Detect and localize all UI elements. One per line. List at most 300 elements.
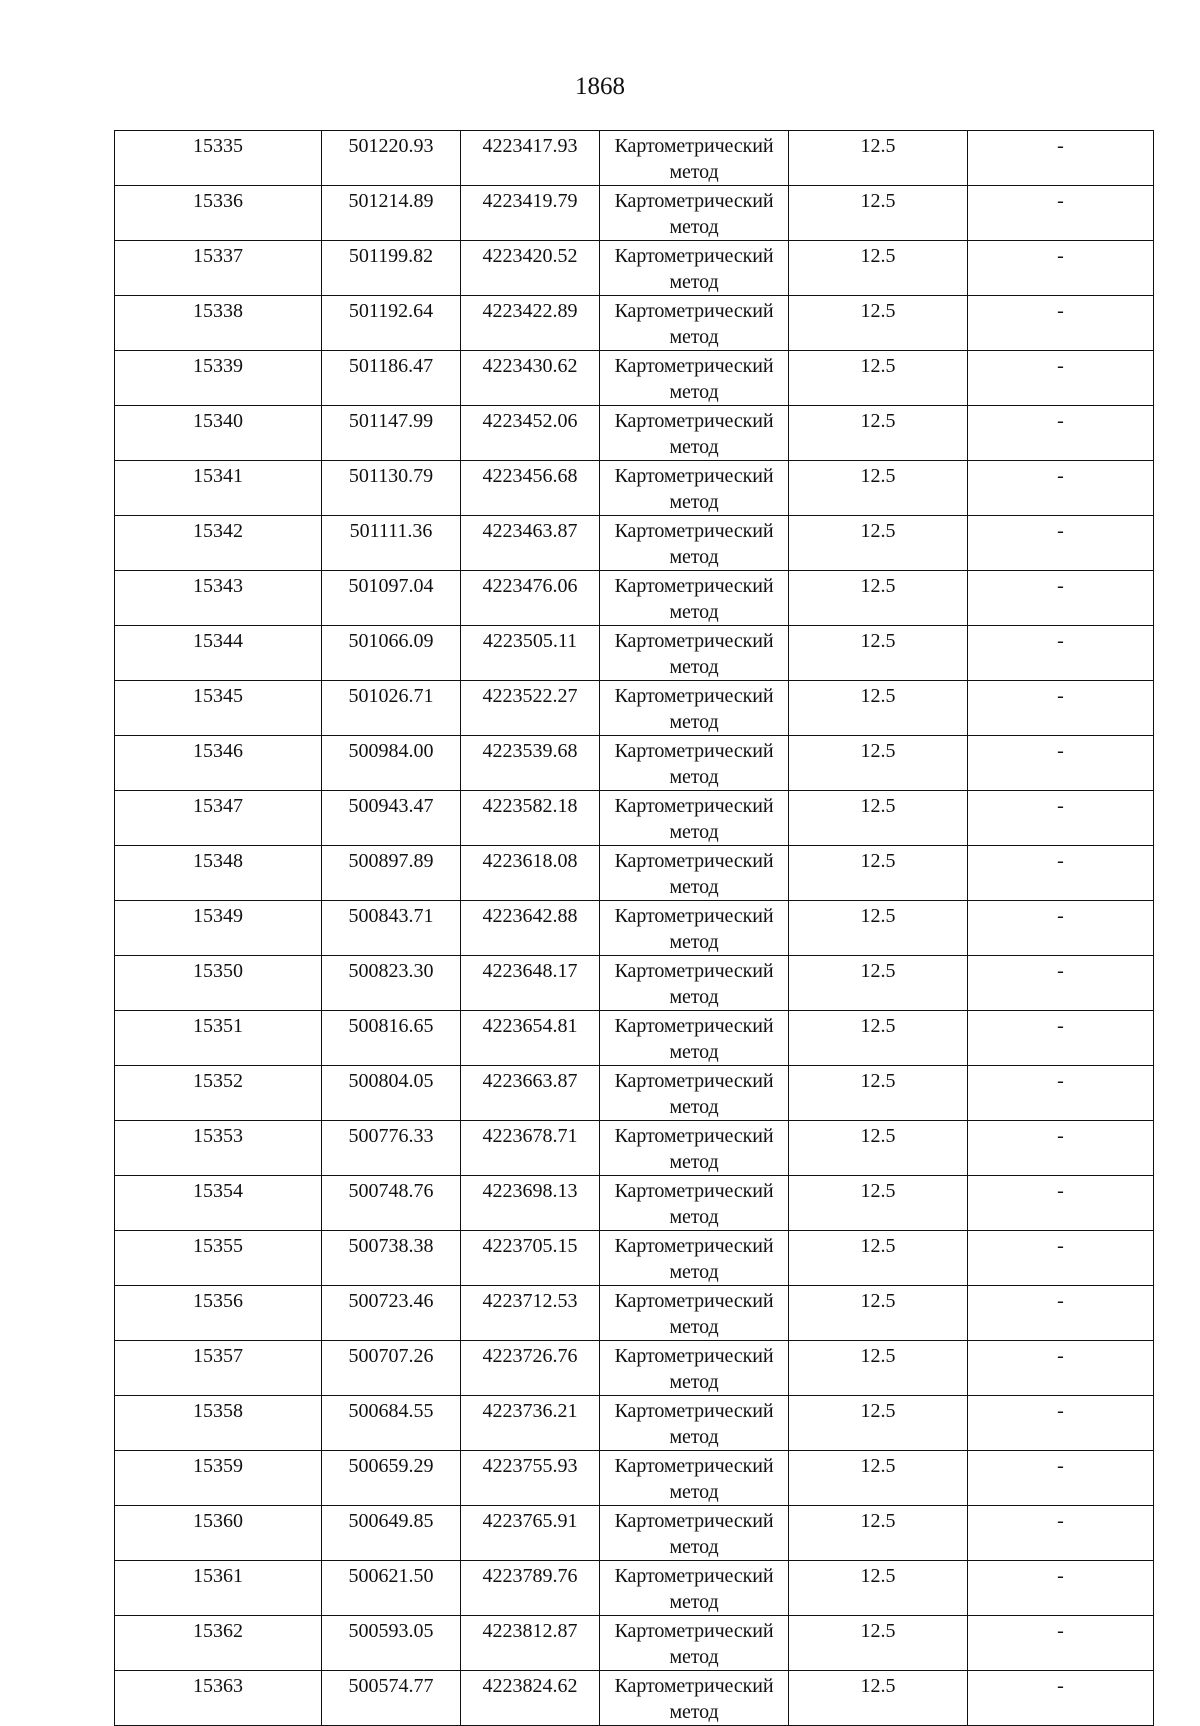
method-cell	[600, 1011, 789, 1066]
x-coordinate-cell	[322, 1011, 461, 1066]
x-coordinate-cell-value: 500897.89	[348, 850, 434, 872]
accuracy-cell-value: 12.5	[860, 905, 896, 927]
note-cell	[968, 1396, 1154, 1451]
accuracy-cell-value: 12.5	[860, 1675, 896, 1697]
note-cell	[968, 1121, 1154, 1176]
table-row	[115, 516, 1154, 571]
x-coordinate-cell	[322, 571, 461, 626]
note-cell-value: -	[1057, 1070, 1064, 1092]
y-coordinate-cell	[461, 186, 600, 241]
y-coordinate-cell-value: 4223789.76	[482, 1565, 578, 1587]
accuracy-cell	[789, 1671, 968, 1726]
method-cell-value: Картометрический метод	[614, 355, 774, 403]
point-id-cell-value: 15352	[193, 1070, 243, 1092]
x-coordinate-cell	[322, 406, 461, 461]
accuracy-cell	[789, 736, 968, 791]
y-coordinate-cell-value: 4223456.68	[482, 465, 578, 487]
method-cell-value: Картометрический метод	[614, 850, 774, 898]
y-coordinate-cell	[461, 1121, 600, 1176]
point-id-cell-value: 15348	[193, 850, 243, 872]
y-coordinate-cell-value: 4223726.76	[482, 1345, 578, 1367]
accuracy-cell-value: 12.5	[860, 685, 896, 707]
accuracy-cell	[789, 351, 968, 406]
x-coordinate-cell	[322, 1671, 461, 1726]
method-cell-value: Картометрический метод	[614, 1510, 774, 1558]
accuracy-cell	[789, 296, 968, 351]
point-id-cell	[115, 131, 322, 186]
point-id-cell	[115, 1561, 322, 1616]
x-coordinate-cell	[322, 1506, 461, 1561]
x-coordinate-cell-value: 501066.09	[348, 630, 434, 652]
y-coordinate-cell-value: 4223736.21	[482, 1400, 578, 1422]
x-coordinate-cell-value: 500816.65	[348, 1015, 434, 1037]
note-cell	[968, 1671, 1154, 1726]
note-cell	[968, 516, 1154, 571]
note-cell-value: -	[1057, 190, 1064, 212]
y-coordinate-cell	[461, 131, 600, 186]
note-cell-value: -	[1057, 465, 1064, 487]
method-cell-value: Картометрический метод	[614, 135, 774, 183]
point-id-cell	[115, 1396, 322, 1451]
method-cell-value: Картометрический метод	[614, 1675, 774, 1723]
y-coordinate-cell	[461, 1506, 600, 1561]
point-id-cell-value: 15338	[193, 300, 243, 322]
method-cell	[600, 1671, 789, 1726]
point-id-cell	[115, 626, 322, 681]
point-id-cell-value: 15350	[193, 960, 243, 982]
point-id-cell	[115, 791, 322, 846]
x-coordinate-cell	[322, 131, 461, 186]
method-cell	[600, 1121, 789, 1176]
table-row	[115, 1506, 1154, 1561]
table-row	[115, 1286, 1154, 1341]
note-cell-value: -	[1057, 1180, 1064, 1202]
method-cell	[600, 1341, 789, 1396]
x-coordinate-cell-value: 501111.36	[349, 520, 433, 542]
accuracy-cell-value: 12.5	[860, 465, 896, 487]
y-coordinate-cell-value: 4223476.06	[482, 575, 578, 597]
method-cell-value: Картометрический метод	[614, 1565, 774, 1613]
note-cell	[968, 791, 1154, 846]
y-coordinate-cell	[461, 626, 600, 681]
accuracy-cell	[789, 901, 968, 956]
method-cell	[600, 131, 789, 186]
point-id-cell	[115, 1451, 322, 1506]
table-row	[115, 1121, 1154, 1176]
accuracy-cell	[789, 241, 968, 296]
point-id-cell-value: 15342	[193, 520, 243, 542]
note-cell	[968, 1231, 1154, 1286]
x-coordinate-cell-value: 501214.89	[348, 190, 434, 212]
x-coordinate-cell-value: 500574.77	[348, 1675, 434, 1697]
table-row	[115, 1671, 1154, 1726]
x-coordinate-cell-value: 500943.47	[348, 795, 434, 817]
table-row	[115, 296, 1154, 351]
method-cell	[600, 791, 789, 846]
x-coordinate-cell	[322, 1561, 461, 1616]
y-coordinate-cell-value: 4223452.06	[482, 410, 578, 432]
accuracy-cell-value: 12.5	[860, 1180, 896, 1202]
point-id-cell-value: 15337	[193, 245, 243, 267]
table-row	[115, 791, 1154, 846]
note-cell-value: -	[1057, 245, 1064, 267]
method-cell-value: Картометрический метод	[614, 1180, 774, 1228]
table-row	[115, 571, 1154, 626]
point-id-cell-value: 15346	[193, 740, 243, 762]
note-cell-value: -	[1057, 135, 1064, 157]
x-coordinate-cell	[322, 351, 461, 406]
accuracy-cell-value: 12.5	[860, 740, 896, 762]
note-cell-value: -	[1057, 685, 1064, 707]
y-coordinate-cell-value: 4223463.87	[482, 520, 578, 542]
table-row	[115, 901, 1154, 956]
point-id-cell	[115, 1616, 322, 1671]
table-row	[115, 406, 1154, 461]
accuracy-cell	[789, 1011, 968, 1066]
y-coordinate-cell-value: 4223539.68	[482, 740, 578, 762]
accuracy-cell-value: 12.5	[860, 1015, 896, 1037]
x-coordinate-cell-value: 500707.26	[348, 1345, 434, 1367]
y-coordinate-cell	[461, 1616, 600, 1671]
x-coordinate-cell	[322, 901, 461, 956]
point-id-cell	[115, 406, 322, 461]
x-coordinate-cell-value: 500804.05	[348, 1070, 434, 1092]
note-cell	[968, 1176, 1154, 1231]
y-coordinate-cell-value: 4223812.87	[482, 1620, 578, 1642]
table-row	[115, 1561, 1154, 1616]
accuracy-cell-value: 12.5	[860, 1125, 896, 1147]
x-coordinate-cell-value: 500649.85	[348, 1510, 434, 1532]
method-cell-value: Картометрический метод	[614, 1235, 774, 1283]
x-coordinate-cell-value: 500984.00	[348, 740, 434, 762]
point-id-cell-value: 15344	[193, 630, 243, 652]
note-cell-value: -	[1057, 1235, 1064, 1257]
y-coordinate-cell-value: 4223824.62	[482, 1675, 578, 1697]
y-coordinate-cell	[461, 791, 600, 846]
x-coordinate-cell	[322, 516, 461, 571]
accuracy-cell	[789, 406, 968, 461]
note-cell-value: -	[1057, 520, 1064, 542]
x-coordinate-cell-value: 500723.46	[348, 1290, 434, 1312]
point-id-cell	[115, 1506, 322, 1561]
note-cell	[968, 846, 1154, 901]
y-coordinate-cell	[461, 571, 600, 626]
y-coordinate-cell	[461, 1231, 600, 1286]
y-coordinate-cell-value: 4223648.17	[482, 960, 578, 982]
note-cell	[968, 681, 1154, 736]
y-coordinate-cell-value: 4223698.13	[482, 1180, 578, 1202]
point-id-cell-value: 15353	[193, 1125, 243, 1147]
method-cell	[600, 1616, 789, 1671]
accuracy-cell-value: 12.5	[860, 135, 896, 157]
note-cell-value: -	[1057, 795, 1064, 817]
method-cell	[600, 626, 789, 681]
accuracy-cell	[789, 571, 968, 626]
accuracy-cell-value: 12.5	[860, 850, 896, 872]
method-cell	[600, 1506, 789, 1561]
method-cell	[600, 186, 789, 241]
y-coordinate-cell-value: 4223642.88	[482, 905, 578, 927]
accuracy-cell-value: 12.5	[860, 355, 896, 377]
note-cell-value: -	[1057, 1510, 1064, 1532]
table-row	[115, 461, 1154, 516]
x-coordinate-cell	[322, 1286, 461, 1341]
x-coordinate-cell	[322, 296, 461, 351]
method-cell-value: Картометрический метод	[614, 685, 774, 733]
y-coordinate-cell	[461, 1286, 600, 1341]
method-cell	[600, 1066, 789, 1121]
point-id-cell-value: 15336	[193, 190, 243, 212]
point-id-cell-value: 15354	[193, 1180, 243, 1202]
note-cell	[968, 1011, 1154, 1066]
method-cell-value: Картометрический метод	[614, 190, 774, 238]
note-cell	[968, 351, 1154, 406]
x-coordinate-cell-value: 500621.50	[348, 1565, 434, 1587]
note-cell	[968, 901, 1154, 956]
point-id-cell-value: 15347	[193, 795, 243, 817]
table-row	[115, 681, 1154, 736]
accuracy-cell	[789, 1341, 968, 1396]
method-cell-value: Картометрический метод	[614, 1345, 774, 1393]
y-coordinate-cell-value: 4223618.08	[482, 850, 578, 872]
method-cell-value: Картометрический метод	[614, 1455, 774, 1503]
accuracy-cell-value: 12.5	[860, 630, 896, 652]
accuracy-cell-value: 12.5	[860, 1235, 896, 1257]
point-id-cell-value: 15355	[193, 1235, 243, 1257]
table-row	[115, 846, 1154, 901]
y-coordinate-cell-value: 4223654.81	[482, 1015, 578, 1037]
point-id-cell-value: 15343	[193, 575, 243, 597]
accuracy-cell	[789, 516, 968, 571]
point-id-cell-value: 15335	[193, 135, 243, 157]
note-cell	[968, 1616, 1154, 1671]
accuracy-cell	[789, 186, 968, 241]
table-row	[115, 626, 1154, 681]
table-row	[115, 186, 1154, 241]
x-coordinate-cell-value: 501147.99	[348, 410, 434, 432]
point-id-cell	[115, 736, 322, 791]
point-id-cell	[115, 1066, 322, 1121]
method-cell-value: Картометрический метод	[614, 1125, 774, 1173]
table-row	[115, 1231, 1154, 1286]
y-coordinate-cell-value: 4223417.93	[482, 135, 578, 157]
table-row	[115, 1451, 1154, 1506]
method-cell	[600, 1396, 789, 1451]
method-cell	[600, 406, 789, 461]
y-coordinate-cell	[461, 1066, 600, 1121]
y-coordinate-cell	[461, 516, 600, 571]
y-coordinate-cell	[461, 736, 600, 791]
x-coordinate-cell-value: 500684.55	[348, 1400, 434, 1422]
method-cell	[600, 736, 789, 791]
note-cell-value: -	[1057, 575, 1064, 597]
x-coordinate-cell	[322, 186, 461, 241]
accuracy-cell	[789, 1616, 968, 1671]
method-cell	[600, 846, 789, 901]
point-id-cell	[115, 241, 322, 296]
point-id-cell-value: 15362	[193, 1620, 243, 1642]
x-coordinate-cell-value: 500843.71	[348, 905, 434, 927]
accuracy-cell	[789, 1506, 968, 1561]
note-cell	[968, 571, 1154, 626]
method-cell-value: Картометрический метод	[614, 1290, 774, 1338]
note-cell	[968, 1451, 1154, 1506]
method-cell	[600, 351, 789, 406]
method-cell	[600, 901, 789, 956]
point-id-cell-value: 15339	[193, 355, 243, 377]
accuracy-cell	[789, 461, 968, 516]
method-cell	[600, 571, 789, 626]
x-coordinate-cell	[322, 461, 461, 516]
note-cell-value: -	[1057, 1675, 1064, 1697]
point-id-cell-value: 15363	[193, 1675, 243, 1697]
accuracy-cell-value: 12.5	[860, 520, 896, 542]
accuracy-cell-value: 12.5	[860, 960, 896, 982]
accuracy-cell-value: 12.5	[860, 795, 896, 817]
y-coordinate-cell-value: 4223582.18	[482, 795, 578, 817]
point-id-cell-value: 15351	[193, 1015, 243, 1037]
y-coordinate-cell-value: 4223678.71	[482, 1125, 578, 1147]
note-cell	[968, 1066, 1154, 1121]
x-coordinate-cell-value: 500823.30	[348, 960, 434, 982]
y-coordinate-cell	[461, 1671, 600, 1726]
point-id-cell-value: 15357	[193, 1345, 243, 1367]
note-cell	[968, 1341, 1154, 1396]
accuracy-cell	[789, 1231, 968, 1286]
x-coordinate-cell	[322, 791, 461, 846]
note-cell	[968, 296, 1154, 351]
x-coordinate-cell	[322, 1176, 461, 1231]
method-cell	[600, 296, 789, 351]
note-cell	[968, 626, 1154, 681]
method-cell-value: Картометрический метод	[614, 905, 774, 953]
accuracy-cell	[789, 1066, 968, 1121]
y-coordinate-cell	[461, 461, 600, 516]
y-coordinate-cell	[461, 956, 600, 1011]
note-cell-value: -	[1057, 355, 1064, 377]
accuracy-cell	[789, 681, 968, 736]
point-id-cell-value: 15356	[193, 1290, 243, 1312]
accuracy-cell-value: 12.5	[860, 1400, 896, 1422]
x-coordinate-cell-value: 500748.76	[348, 1180, 434, 1202]
point-id-cell	[115, 1231, 322, 1286]
coordinates-table	[114, 130, 1154, 1726]
page-number: 1868	[575, 73, 625, 100]
accuracy-cell-value: 12.5	[860, 410, 896, 432]
note-cell-value: -	[1057, 1455, 1064, 1477]
x-coordinate-cell-value: 500659.29	[348, 1455, 434, 1477]
accuracy-cell	[789, 1451, 968, 1506]
accuracy-cell	[789, 1561, 968, 1616]
point-id-cell-value: 15358	[193, 1400, 243, 1422]
y-coordinate-cell-value: 4223420.52	[482, 245, 578, 267]
accuracy-cell-value: 12.5	[860, 1510, 896, 1532]
point-id-cell	[115, 681, 322, 736]
point-id-cell	[115, 351, 322, 406]
x-coordinate-cell	[322, 1231, 461, 1286]
table-row	[115, 1396, 1154, 1451]
y-coordinate-cell	[461, 406, 600, 461]
method-cell-value: Картометрический метод	[614, 1015, 774, 1063]
note-cell	[968, 186, 1154, 241]
accuracy-cell	[789, 131, 968, 186]
accuracy-cell-value: 12.5	[860, 245, 896, 267]
y-coordinate-cell-value: 4223755.93	[482, 1455, 578, 1477]
note-cell-value: -	[1057, 1400, 1064, 1422]
coordinates-table-body	[115, 131, 1154, 1726]
y-coordinate-cell-value: 4223522.27	[482, 685, 578, 707]
y-coordinate-cell	[461, 1396, 600, 1451]
note-cell-value: -	[1057, 410, 1064, 432]
point-id-cell	[115, 1121, 322, 1176]
point-id-cell-value: 15345	[193, 685, 243, 707]
note-cell	[968, 1506, 1154, 1561]
accuracy-cell	[789, 626, 968, 681]
note-cell-value: -	[1057, 1620, 1064, 1642]
x-coordinate-cell	[322, 1341, 461, 1396]
point-id-cell	[115, 956, 322, 1011]
point-id-cell	[115, 1176, 322, 1231]
table-row	[115, 1011, 1154, 1066]
x-coordinate-cell-value: 501097.04	[348, 575, 434, 597]
note-cell-value: -	[1057, 905, 1064, 927]
note-cell-value: -	[1057, 740, 1064, 762]
note-cell	[968, 406, 1154, 461]
method-cell	[600, 516, 789, 571]
table-row	[115, 1341, 1154, 1396]
y-coordinate-cell-value: 4223422.89	[482, 300, 578, 322]
y-coordinate-cell	[461, 1341, 600, 1396]
x-coordinate-cell	[322, 241, 461, 296]
note-cell-value: -	[1057, 630, 1064, 652]
x-coordinate-cell-value: 501026.71	[348, 685, 434, 707]
note-cell-value: -	[1057, 850, 1064, 872]
method-cell-value: Картометрический метод	[614, 520, 774, 568]
method-cell	[600, 1286, 789, 1341]
y-coordinate-cell	[461, 681, 600, 736]
accuracy-cell-value: 12.5	[860, 190, 896, 212]
accuracy-cell-value: 12.5	[860, 1070, 896, 1092]
note-cell	[968, 1286, 1154, 1341]
y-coordinate-cell-value: 4223419.79	[482, 190, 578, 212]
point-id-cell	[115, 296, 322, 351]
accuracy-cell-value: 12.5	[860, 300, 896, 322]
method-cell-value: Картометрический метод	[614, 740, 774, 788]
accuracy-cell	[789, 1396, 968, 1451]
method-cell	[600, 1176, 789, 1231]
table-row	[115, 1616, 1154, 1671]
point-id-cell	[115, 1286, 322, 1341]
method-cell-value: Картометрический метод	[614, 300, 774, 348]
note-cell	[968, 241, 1154, 296]
method-cell	[600, 1451, 789, 1506]
method-cell-value: Картометрический метод	[614, 465, 774, 513]
x-coordinate-cell-value: 501192.64	[348, 300, 434, 322]
note-cell-value: -	[1057, 1015, 1064, 1037]
accuracy-cell	[789, 1121, 968, 1176]
table-row	[115, 736, 1154, 791]
point-id-cell-value: 15360	[193, 1510, 243, 1532]
point-id-cell	[115, 1671, 322, 1726]
point-id-cell-value: 15341	[193, 465, 243, 487]
accuracy-cell	[789, 956, 968, 1011]
method-cell-value: Картометрический метод	[614, 410, 774, 458]
note-cell	[968, 736, 1154, 791]
note-cell-value: -	[1057, 300, 1064, 322]
note-cell-value: -	[1057, 1125, 1064, 1147]
table-row	[115, 956, 1154, 1011]
note-cell-value: -	[1057, 960, 1064, 982]
